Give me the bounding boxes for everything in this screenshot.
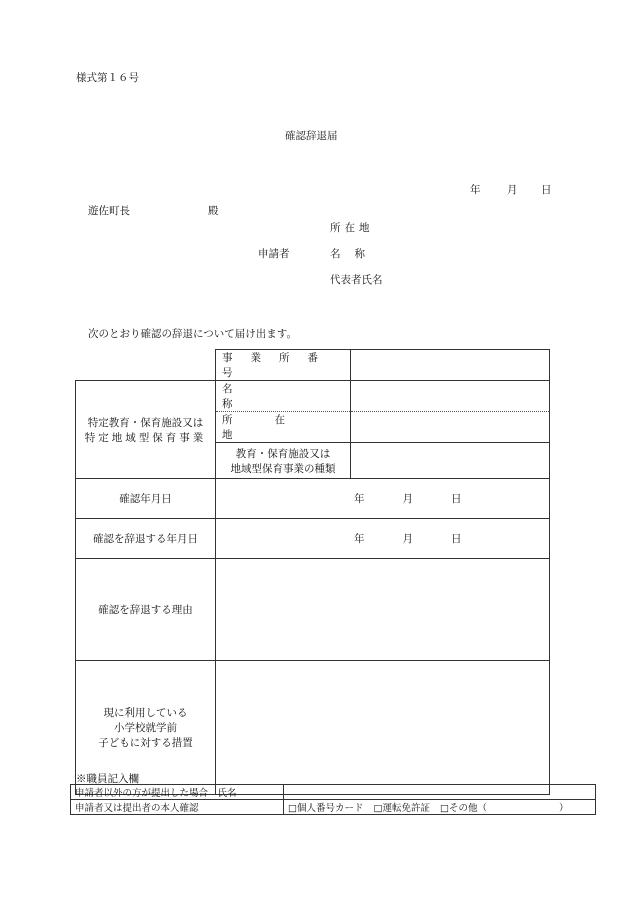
withdraw-date-day: 日 [451,533,462,545]
staff-section-heading: ※職員記入欄 [76,773,139,785]
checkbox-other[interactable]: □その他（ [439,803,487,814]
address-text: 所在地 [222,414,327,441]
staff-row2-label: 申請者又は提出者の本人確認 [71,800,284,815]
measures-label-line1: 現に利用している [103,707,188,719]
identity-check-options [284,800,596,815]
date-month-label: 月 [507,184,518,196]
name-text: 名称 [222,383,343,410]
measures-label-line2: 小学校就学前 [114,722,177,734]
measures-field[interactable] [216,661,550,795]
confirm-date-field[interactable] [216,479,550,519]
type-field[interactable] [351,443,550,479]
checkbox-mynumber-card[interactable]: □個人番号カード [288,803,364,814]
office-number-field[interactable] [351,350,550,381]
confirm-date-day: 日 [451,493,462,505]
confirm-date-year: 年 [354,493,365,505]
withdraw-date-label: 確認を辞退する年月日 [76,519,216,559]
blank-corner [76,350,216,381]
staff-row1-label: 申請者以外の方が提出した場合 氏名 [71,785,284,800]
intro-text: 次のとおり確認の辞退について届け出ます。 [88,328,297,340]
checkbox-drivers-license[interactable]: □運転免許証 [373,803,430,814]
staff-table [70,784,596,815]
type-label [216,443,351,479]
confirm-date-label: 確認年月日 [76,479,216,519]
applicant-name-label: 名称 [330,248,379,260]
document-title: 確認辞退届 [285,130,338,142]
name-label [216,381,351,412]
submitter-name-field[interactable] [284,785,596,800]
facility-label [76,381,216,479]
confirm-date-month: 月 [402,493,413,505]
office-number-label [216,350,351,381]
withdraw-date-field[interactable] [216,519,550,559]
date-year-label: 年 [470,184,481,196]
form-number: 様式第１６号 [76,72,139,84]
address-label [216,412,351,443]
facility-label-line2: 特定地域型保育事業 [84,431,207,444]
withdraw-date-month: 月 [402,533,413,545]
facility-label-line1: 特定教育・保育施設又は [87,416,204,429]
office-number-text: 事業所番号 [222,352,336,379]
withdrawal-table [75,349,550,795]
withdraw-date-year: 年 [354,533,365,545]
addressee: 遊佐町長 [88,205,130,217]
applicant-label: 申請者 [258,248,290,260]
measures-label-line3: 子どもに対する措置 [98,737,193,749]
applicant-address-label: 所在地 [330,222,374,234]
reason-field[interactable] [216,559,550,661]
reason-label: 確認を辞退する理由 [76,559,216,661]
date-day-label: 日 [541,184,552,196]
honorific: 殿 [208,205,219,217]
name-field[interactable] [351,381,550,412]
address-field[interactable] [351,412,550,443]
type-label-line1: 教育・保育施設又は [235,447,331,460]
applicant-representative-label: 代表者氏名 [330,274,383,286]
type-label-line2: 地域型保育事業の種類 [230,462,336,475]
other-close-paren: ） [558,803,569,814]
